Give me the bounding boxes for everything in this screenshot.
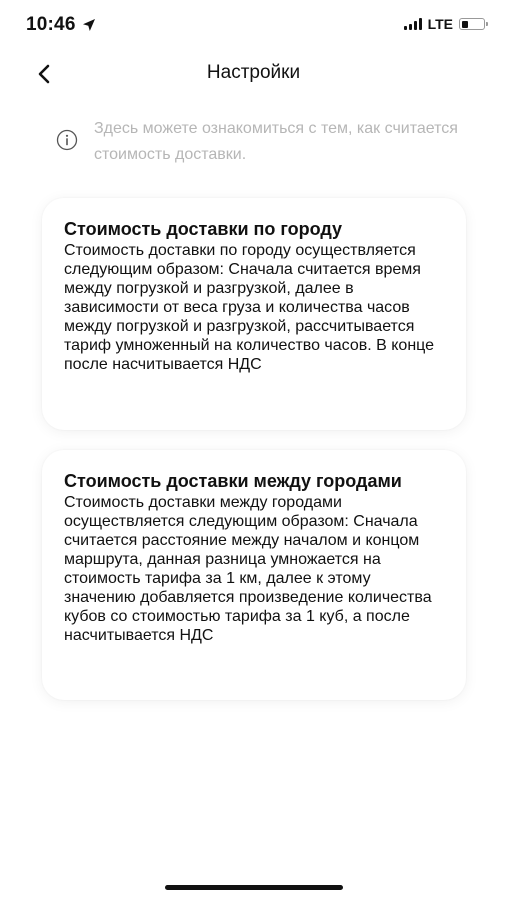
home-indicator[interactable] (165, 885, 343, 890)
battery-icon (459, 18, 485, 30)
status-indicators (404, 16, 485, 32)
info-hint (56, 116, 466, 168)
intercity-delivery-card (42, 450, 466, 700)
info-circle-icon (56, 129, 78, 151)
info-text: Здесь можете ознакомиться с тем, как считается стоимость доставки. (94, 120, 458, 163)
status-time-group (26, 14, 96, 36)
signal-strength-icon (404, 18, 422, 30)
status-bar (0, 0, 507, 52)
location-arrow-icon (82, 18, 96, 32)
status-time: 10:46 (26, 14, 76, 35)
battery-level (462, 21, 468, 28)
page-title: Настройки (206, 62, 301, 83)
card-body: Стоимость доставки по городу осуществляется следующим образом: Сначала считается время между погрузкой и разгрузкой, далее в зависимости от веса груза и количества часов между погрузкой и разгрузкой, рассчитывается тариф умноженный на количество часов. В конце после насчитывается НДС (64, 242, 435, 373)
network-type: LTE (427, 16, 453, 32)
card-title: Стоимость доставки между городами (64, 471, 402, 491)
header (0, 52, 507, 96)
card-body: Стоимость доставки между городами осуществляется следующим образом: Сначала считается расстояние между началом и концом маршрута, данная разница умножается на стоимость тарифа за 1 км, далее к этому значению добавляется произведение количества кубов со стоимостью тарифа за 1 куб, а после насчитывается НДС (64, 494, 432, 644)
card-title: Стоимость доставки по городу (64, 219, 343, 239)
city-delivery-card (42, 198, 466, 430)
